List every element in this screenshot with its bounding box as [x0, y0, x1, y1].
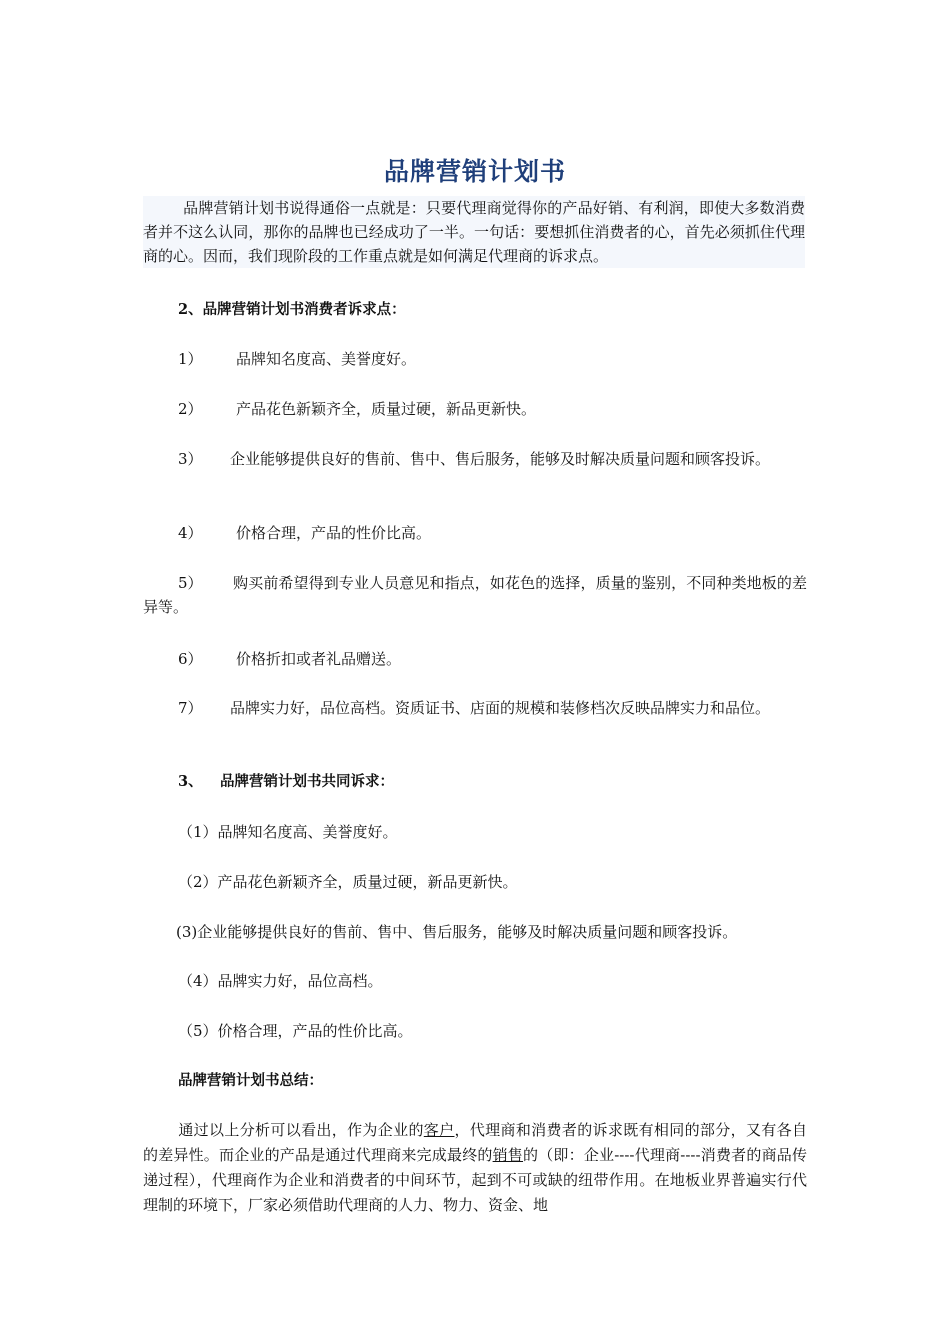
list-item: （2）产品花色新颖齐全，质量过硬，新品更新快。	[178, 873, 518, 891]
item-text: 购买前希望得到专业人员意见和指点，如花色的选择，质量的鉴别，不同种类地板的差异等。	[143, 574, 807, 616]
list-item	[143, 571, 807, 619]
summary-heading: 品牌营销计划书总结：	[178, 1072, 323, 1089]
summary-text: ，代理商和消费者的诉求既有相同的部分，又有各自的差异性。而企业的产品是通过代理商来完成最终的	[143, 1121, 807, 1164]
document-title: 品牌营销计划书	[383, 157, 566, 186]
list-item: (3)企业能够提供良好的售前、售中、售后服务，能够及时解决质量问题和顾客投诉。	[176, 923, 738, 941]
item-text: 产品花色新颖齐全，质量过硬，新品更新快。	[236, 400, 537, 418]
item-text: 品牌实力好，品位高档。资质证书、店面的规模和装修档次反映品牌实力和品位。	[230, 699, 771, 717]
section2-heading: 2、品牌营销计划书消费者诉求点：	[178, 301, 406, 318]
item-number: 1）	[178, 350, 203, 368]
item-text: 品牌知名度高、美誉度好。	[236, 350, 417, 368]
link-sales[interactable]: 销售	[492, 1146, 524, 1164]
summary-text: 通过以上分析可以看出，作为企业的	[178, 1121, 424, 1139]
list-item	[178, 347, 842, 371]
list-item	[178, 447, 842, 471]
item-number: 6）	[178, 650, 203, 668]
item-number: 2）	[178, 400, 203, 418]
section3-number: 3、	[178, 773, 203, 790]
list-item	[178, 397, 842, 421]
item-number: 7）	[178, 699, 203, 717]
item-number: 5）	[178, 574, 203, 592]
list-item: （4）品牌实力好，品位高档。	[178, 972, 383, 990]
list-item	[178, 647, 842, 671]
list-item: （1）品牌知名度高、美誉度好。	[178, 823, 398, 841]
intro-paragraph	[143, 196, 805, 268]
item-text: 价格折扣或者礼品赠送。	[236, 650, 402, 668]
list-item: （5）价格合理，产品的性价比高。	[178, 1022, 413, 1040]
list-item	[178, 521, 842, 545]
item-text: 企业能够提供良好的售前、售中、售后服务，能够及时解决质量问题和顾客投诉。	[230, 450, 771, 468]
summary-paragraph	[143, 1118, 807, 1218]
item-number: 3）	[178, 450, 203, 468]
section3-heading	[178, 770, 842, 794]
link-customer[interactable]: 客户	[423, 1121, 455, 1139]
list-item	[178, 696, 842, 720]
summary-text: 的（即：企业----代理商----消费者的商品传递过程），代理商作为企业和消费者的中间环节，起到不可或缺的纽带作用。在地板业界普遍实行代理制的环境下，厂家必须借助代理商的人力、物力、资金、地	[143, 1146, 807, 1214]
intro-text: 品牌营销计划书说得通俗一点就是：只要代理商觉得你的产品好销、有利润，即使大多数消费者并不这么认同，那你的品牌也已经成功了一半。一句话：要想抓住消费者的心，首先必须抓住代理商的心。因而，我们现阶段的工作重点就是如何满足代理商的诉求点。	[143, 199, 805, 265]
section3-title: 品牌营销计划书共同诉求：	[220, 773, 394, 790]
item-number: 4）	[178, 524, 203, 542]
item-text: 价格合理，产品的性价比高。	[236, 524, 432, 542]
